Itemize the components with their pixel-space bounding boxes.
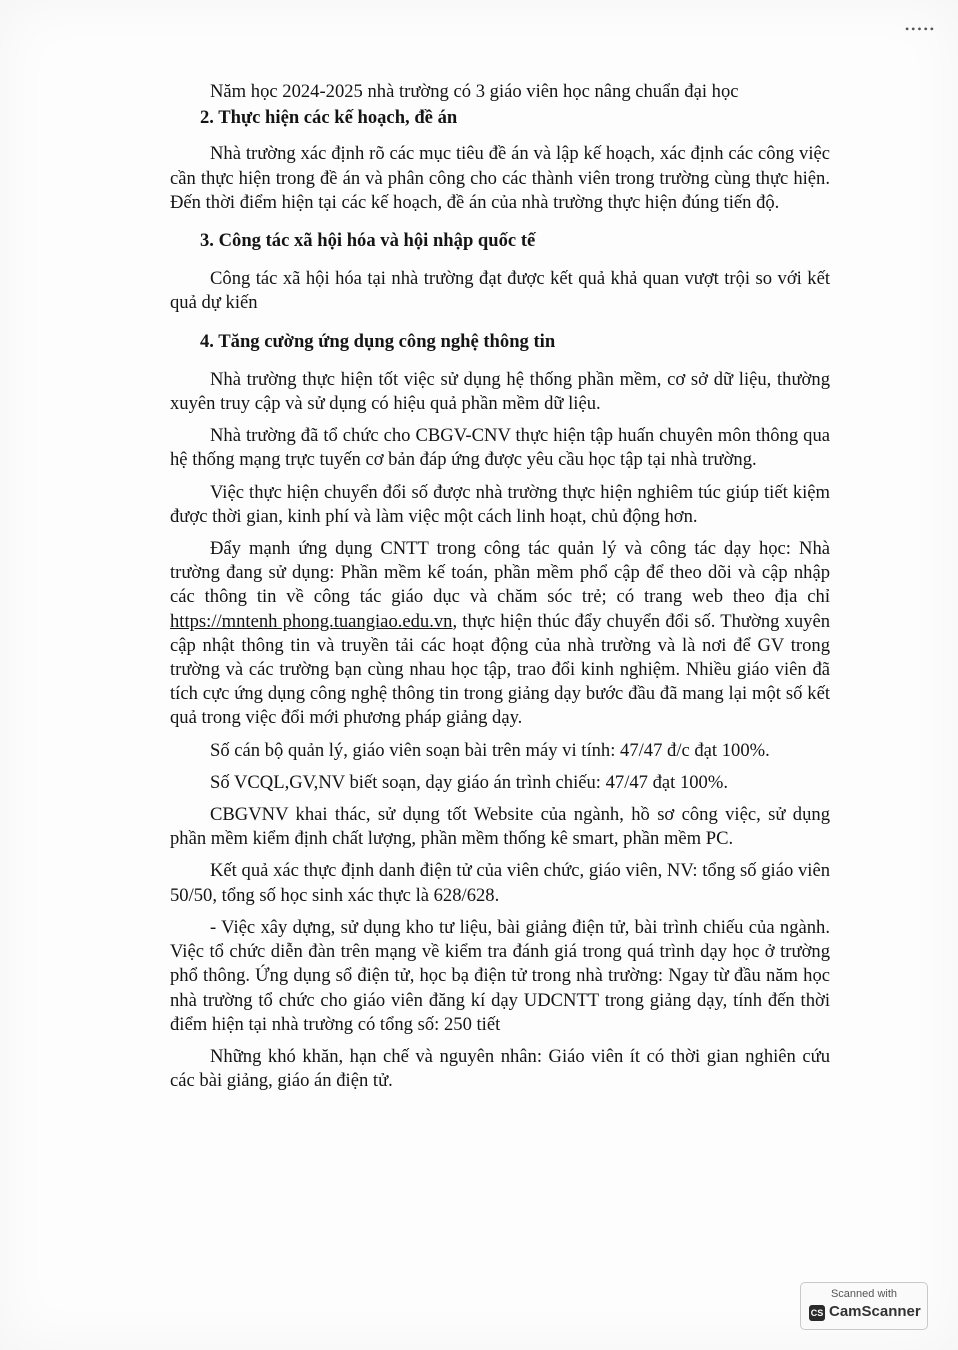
badge-caption: Scanned with <box>830 1288 898 1300</box>
badge-app-name: CamScanner <box>829 1303 921 1320</box>
paragraph-website-use: CBGVNV khai thác, sử dụng tốt Website của ngành, hồ sơ công việc, sử dụng phần mềm kiểm định chất lượng, phần mềm thống kê smart, phần mềm PC. <box>170 804 830 850</box>
camscanner-logo-icon: CS <box>809 1305 825 1321</box>
corner-mark: ••••• <box>904 22 936 36</box>
paragraph-it-management-start: Đẩy mạnh ứng dụng CNTT trong công tác quản lý và công tác dạy học: Nhà trường đang sử dụng: Phần mềm kế toán, phần mềm phổ cập để theo dõi và cập nhập các thông tin về công tác giáo dục và chăm sóc trẻ; có trang web theo địa chỉ <box>170 538 830 608</box>
paragraph-digital-transformation: Việc thực hiện chuyển đổi số được nhà trường thực hiện nghiêm túc giúp tiết kiệm được thời gian, kinh phí và làm việc một cách linh hoạt, chủ động hơn. <box>170 481 830 527</box>
paragraph-online-training: Nhà trường đã tổ chức cho CBGV-CNV thực hiện tập huấn chuyên môn thông qua hệ thống mạng trực tuyến cơ bản đáp ứng được yêu cầu học tập tại nhà trường. <box>170 425 830 471</box>
paragraph-staff-computer: Số cán bộ quản lý, giáo viên soạn bài trên máy vi tính: 47/47 đ/c đạt 100%. <box>210 739 770 761</box>
paragraph-e-learning: - Việc xây dựng, sử dụng kho tư liệu, bài giảng điện tử, bài trình chiếu của ngành. Việc tổ chức diễn đàn trên mạng về kiểm tra đánh giá trong quá trình dạy học ở trường phổ thông. Ứng dụng sổ điện tử, học bạ điện tử trong nhà trường: Ngay từ đầu năm học nhà trường tổ chức cho giáo viên đăng kí dạy UDCNTT trong giảng dạy, tính đến thời điểm hiện tại nhà trường có tổng số: 250 tiết <box>170 916 830 1035</box>
school-website-link[interactable]: https://mntenh phong.tuangiao.edu.vn <box>170 610 453 632</box>
paragraph-difficulties: Những khó khăn, hạn chế và nguyên nhân: Giáo viên ít có thời gian nghiên cứu các bài giảng, giáo án điện tử. <box>170 1045 830 1092</box>
paragraph-presentation-skills: Số VCQL,GV,NV biết soạn, dạy giáo án trình chiếu: 47/47 đạt 100%. <box>210 771 728 793</box>
paragraph-e-identification: Kết quả xác thực định danh điện tử của viên chức, giáo viên, NV: tổng số giáo viên 50/50, tổng số học sinh xác thực là 628/628. <box>170 860 830 906</box>
paragraph-teacher-upgrade: Năm học 2024-2025 nhà trường có 3 giáo viên học nâng chuẩn đại học <box>210 81 739 102</box>
paragraph-socialization: Công tác xã hội hóa tại nhà trường đạt được kết quả khả quan vượt trội so với kết quả dự kiến <box>170 268 830 314</box>
paragraph-software-use: Nhà trường thực hiện tốt việc sử dụng hệ thống phần mềm, cơ sở dữ liệu, thường xuyên truy cập và sử dụng có hiệu quả phần mềm dữ liệu. <box>170 368 830 415</box>
heading-it-application: 4. Tăng cường ứng dụng công nghệ thông tin <box>200 330 556 352</box>
document-body <box>170 80 830 1101</box>
camscanner-badge <box>800 1282 928 1330</box>
paragraph-plans: Nhà trường xác định rõ các mục tiêu đề án và lập kế hoạch, xác định các công việc cần thực hiện trong đề án và phân công cho các thành viên trong trường cùng thực hiện. Đến thời điểm hiện tại các kế hoạch, đề án của nhà trường thực hiện đúng tiến độ. <box>170 143 830 213</box>
heading-socialization: 3. Công tác xã hội hóa và hội nhập quốc tế <box>200 230 536 252</box>
heading-plans-projects: 2. Thực hiện các kế hoạch, đề án <box>200 107 458 129</box>
paragraph-it-management-end: , thực hiện thúc đẩy chuyển đổi số. Thường xuyên cập nhật thông tin và truyền tải các hoạt động của nhà trường và là nơi để GV trong trường và các trường bạn cùng nhau học tập, trao đổi kinh nghiệm. Nhiều giáo viên đã tích cực ứng dụng công nghệ thông tin trong giảng dạy bước đầu đã mang lại một số kết quả trong việc đổi mới phương pháp giảng dạy. <box>170 610 831 729</box>
paragraph-it-management <box>170 537 830 731</box>
